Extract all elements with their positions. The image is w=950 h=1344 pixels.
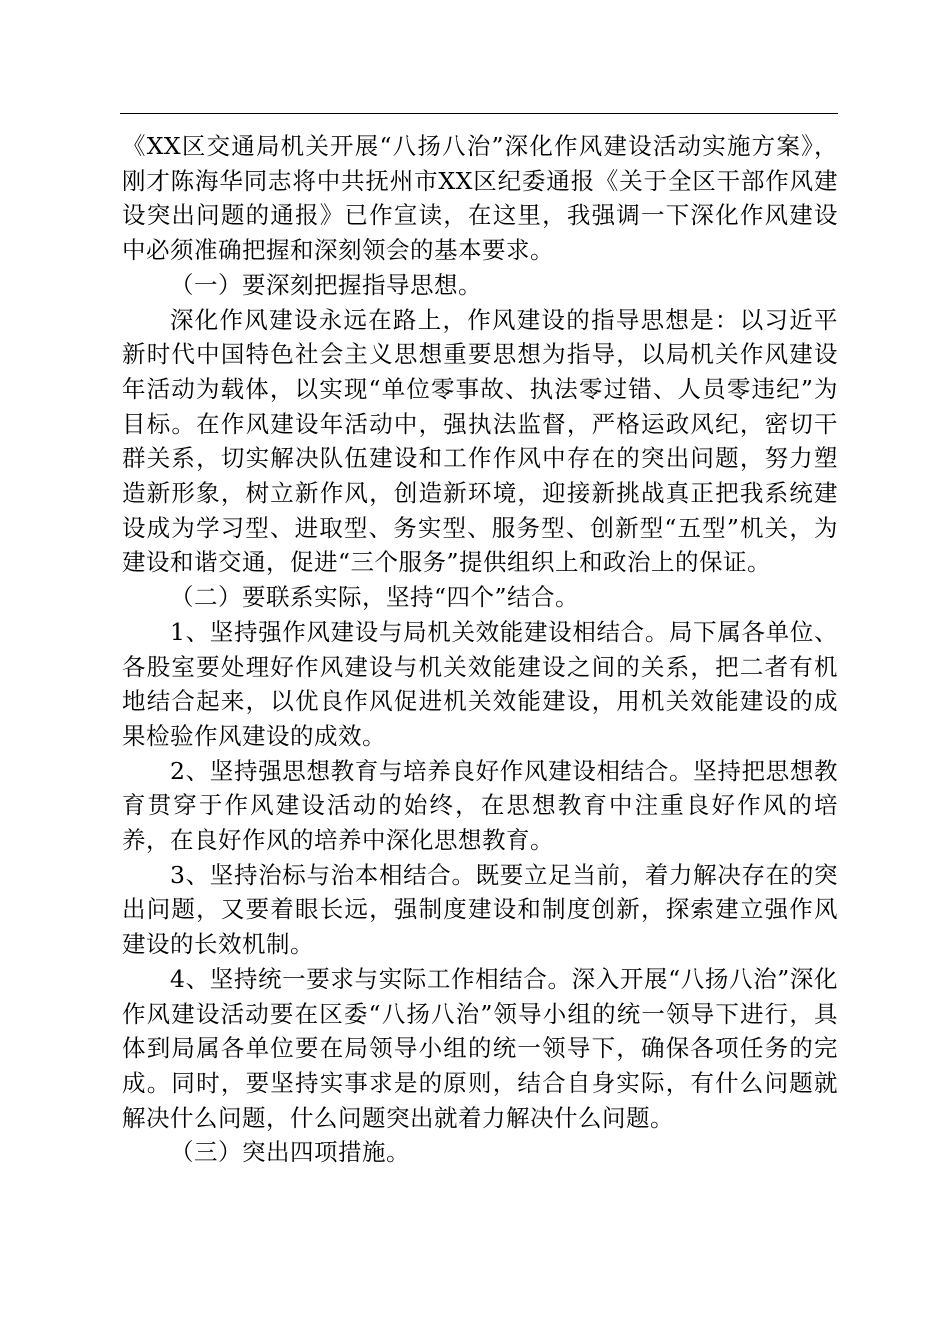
section-heading-1: （一）要深刻把握指导思想。 <box>170 270 482 299</box>
paragraph-guiding-thought: 深化作风建设永远在路上，作风建设的指导思想是：以习近平新时代中国特色社会主义思想重要思想为指导，以局机关作风建设年活动为载体，以实现“单位零事故、执法零过错、人员零违纪”为目标。在作风建设年活动中，强执法监督，严格运政风纪，密切干群关系，切实解决队伍建设和工作作风中存在的突出问题，努力塑造新形象，树立新作风，创造新环境，迎接新挑战真正把我系统建设成为学习型、进取型、务实型、服务型、创新型“五型”机关，为建设和谐交通，促进“三个服务”提供组织上和政治上的保证。 <box>122 305 838 577</box>
list-item-1: 1、坚持强作风建设与局机关效能建设相结合。局下属各单位、各股室要处理好作风建设与机关效能建设之间的关系，把二者有机地结合起来，以优良作风促进机关效能建设，用机关效能建设的成果检验作风建设的成效。 <box>122 617 838 750</box>
document-body <box>122 129 838 1170</box>
header-rule <box>120 113 838 114</box>
list-item-2: 2、坚持强思想教育与培养良好作风建设相结合。坚持把思想教育贯穿于作风建设活动的始终，在思想教育中注重良好作风的培养，在良好作风的培养中深化思想教育。 <box>122 756 838 855</box>
paragraph-continuation: 《XX区交通局机关开展“八扬八治”深化作风建设活动实施方案》，刚才陈海华同志将中共抚州市XX区纪委通报《关于全区干部作风建设突出问题的通报》已作宣读，在这里，我强调一下深化作风建设中必须准确把握和深刻领会的基本要求。 <box>122 132 838 265</box>
section-heading-3: （三）突出四项措施。 <box>170 1138 410 1167</box>
section-heading-2: （二）要联系实际，坚持“四个”结合。 <box>170 583 580 612</box>
list-item-4: 4、坚持统一要求与实际工作相结合。深入开展“八扬八治”深化作风建设活动要在区委“八扬八治”领导小组的统一领导下进行，具体到局属各单位要在局领导小组的统一领导下，确保各项任务的完成。同时，要坚持实事求是的原则，结合自身实际，有什么问题就解决什么问题，什么问题突出就着力解决什么问题。 <box>122 964 838 1132</box>
list-item-3: 3、坚持治标与治本相结合。既要立足当前，着力解决存在的突出问题，又要着眼长远，强制度建设和制度创新，探索建立强作风建设的长效机制。 <box>122 860 838 959</box>
